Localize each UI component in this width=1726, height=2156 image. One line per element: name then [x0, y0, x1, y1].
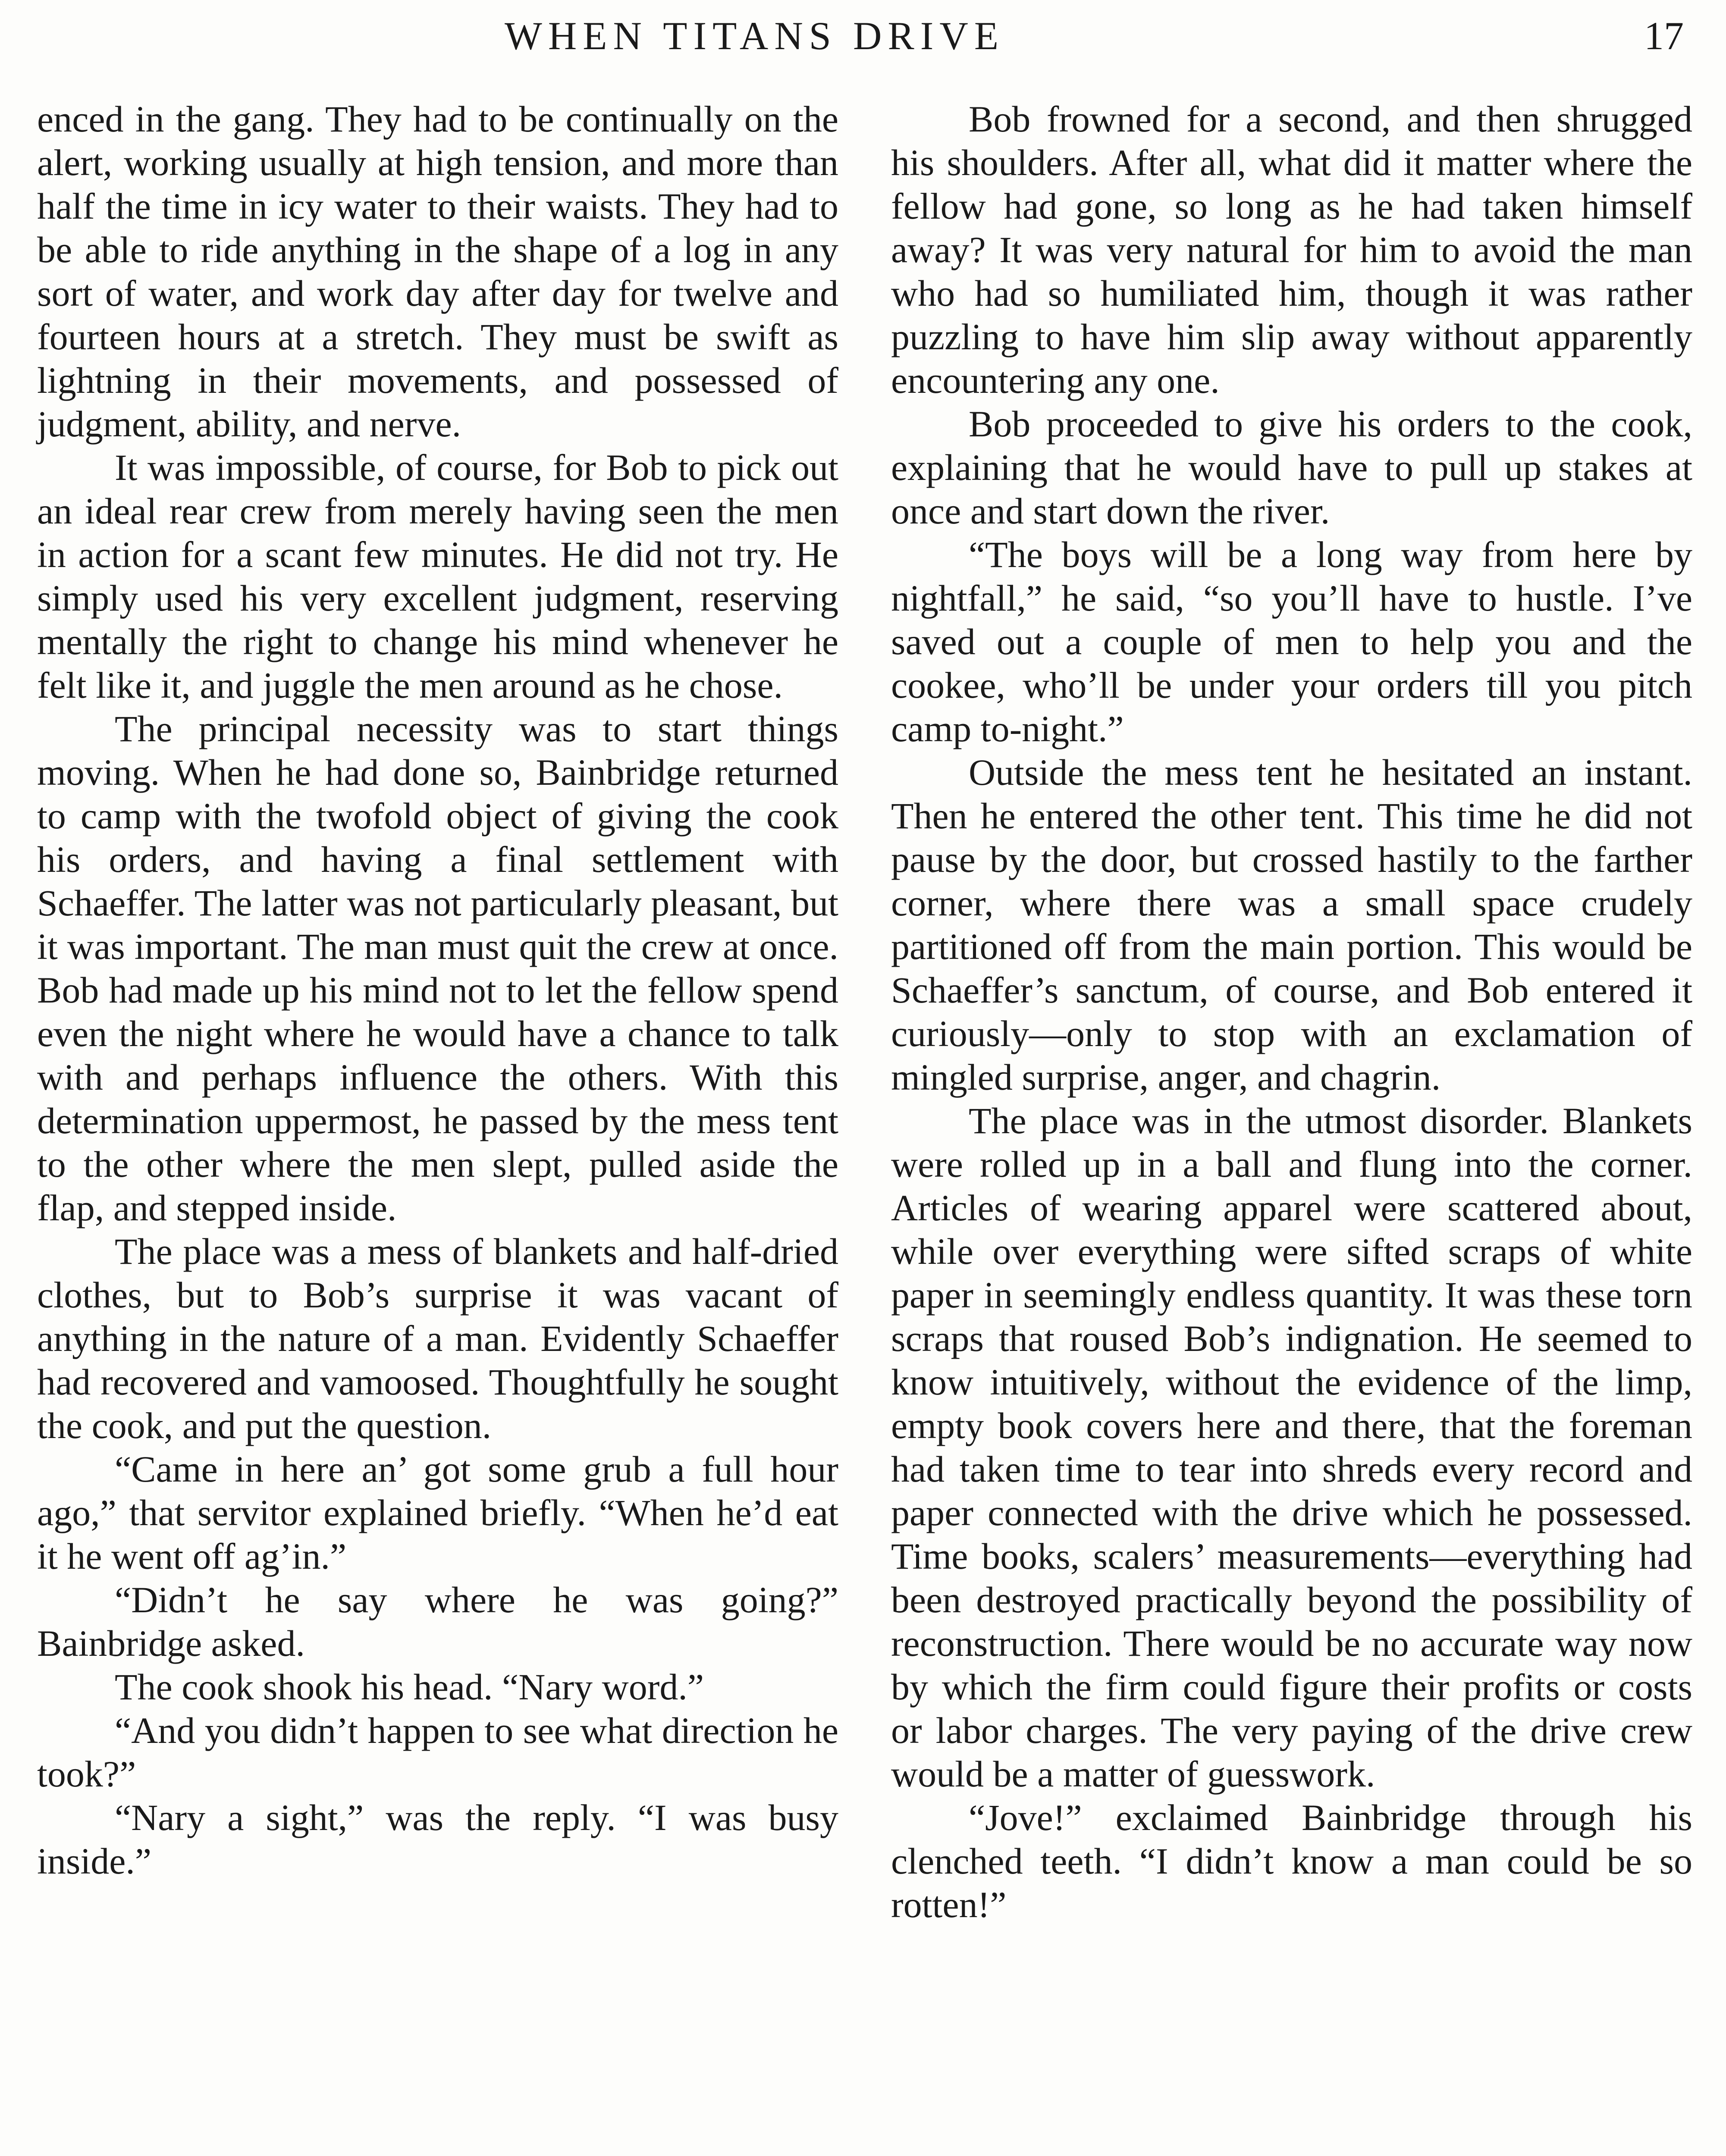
right-text-column [891, 97, 1692, 1927]
paragraph: The place was a mess of blankets and half-dried clothes, but to Bob’s surprise it was vacant of anything in the nature of a man. Evidently Schaeffer had recovered and vamoosed. Thoughtfully he sought the cook, and put the question. [37, 1231, 838, 1446]
paragraph: Bob frowned for a second, and then shrugged his shoulders. After all, what did it matter where the fellow had gone, so long as he had taken himself away? It was very natural for him to avoid the man who had so humiliated him, though it was rather puzzling to have him slip away without apparently encountering any one. [891, 98, 1692, 401]
paragraph: “Jove!” exclaimed Bainbridge through his clenched teeth. “I didn’t know a man could be so rotten!” [891, 1797, 1692, 1925]
paragraph: The place was in the utmost disorder. Blankets were rolled up in a ball and flung into the corner. Articles of wearing apparel were scattered about, while over everything were sifted scraps of white paper in seemingly endless quantity. It was these torn scraps that roused Bob’s indignation. He seemed to know intuitively, without the evidence of the limp, empty book covers here and there, that the foreman had taken time to tear into shreds every record and paper connected with the drive which he possessed. Time books, scalers’ measurements—everything had been destroyed practically beyond the possibility of reconstruction. There would be no accurate way now by which the firm could figure their profits or costs or labor charges. The very paying of the drive crew would be a matter of guesswork. [891, 1100, 1692, 1795]
paragraph: “Nary a sight,” was the reply. “I was busy inside.” [37, 1797, 838, 1882]
paragraph: enced in the gang. They had to be continually on the alert, working usually at high tension, and more than half the time in icy water to their waists. They had to be able to ride anything in the shape of a log in any sort of water, and work day after day for twelve and fourteen hours at a stretch. They must be swift as lightning in their movements, and possessed of judgment, ability, and nerve. [37, 98, 838, 445]
paragraph: It was impossible, of course, for Bob to pick out an ideal rear crew from merely having seen the men in action for a scant few minutes. He did not try. He simply used his very excellent judgment, reserving mentally the right to change his mind whenever he felt like it, and juggle the men around as he chose. [37, 447, 838, 706]
left-text-column [37, 97, 838, 1883]
paragraph: “And you didn’t happen to see what direction he took?” [37, 1710, 838, 1795]
running-title: WHEN TITANS DRIVE [505, 14, 1005, 58]
paragraph: Outside the mess tent he hesitated an instant. Then he entered the other tent. This time he did not pause by the door, but crossed hastily to the farther corner, where there was a small space crudely partitioned off from the main portion. This would be Schaeffer’s sanctum, of course, and Bob entered it curiously—only to stop with an exclamation of mingled surprise, anger, and chagrin. [891, 752, 1692, 1098]
paragraph: The principal necessity was to start things moving. When he had done so, Bainbridge returned to camp with the twofold object of giving the cook his orders, and having a final settlement with Schaeffer. The latter was not particularly pleasant, but it was important. The man must quit the crew at once. Bob had made up his mind not to let the fellow spend even the night where he would have a chance to talk with and perhaps influence the others. With this determination uppermost, he passed by the mess tent to the other where the men slept, pulled aside the flap, and stepped inside. [37, 708, 838, 1228]
running-header [0, 8, 1726, 64]
paragraph: “Didn’t he say where he was going?” Bainbridge asked. [37, 1579, 838, 1664]
paragraph: The cook shook his head. “Nary word.” [115, 1666, 704, 1708]
paragraph: Bob proceeded to give his orders to the cook, explaining that he would have to pull up stakes at once and start down the river. [891, 403, 1692, 532]
paragraph: “Came in here an’ got some grub a full hour ago,” that servitor explained briefly. “When he’d eat it he went off ag’in.” [37, 1448, 838, 1577]
page-number: 17 [1644, 14, 1684, 58]
paragraph: “The boys will be a long way from here by nightfall,” he said, “so you’ll have to hustle. I’ve saved out a couple of men to help you and the cookee, who’ll be under your orders till you pitch camp to-night.” [891, 534, 1692, 749]
